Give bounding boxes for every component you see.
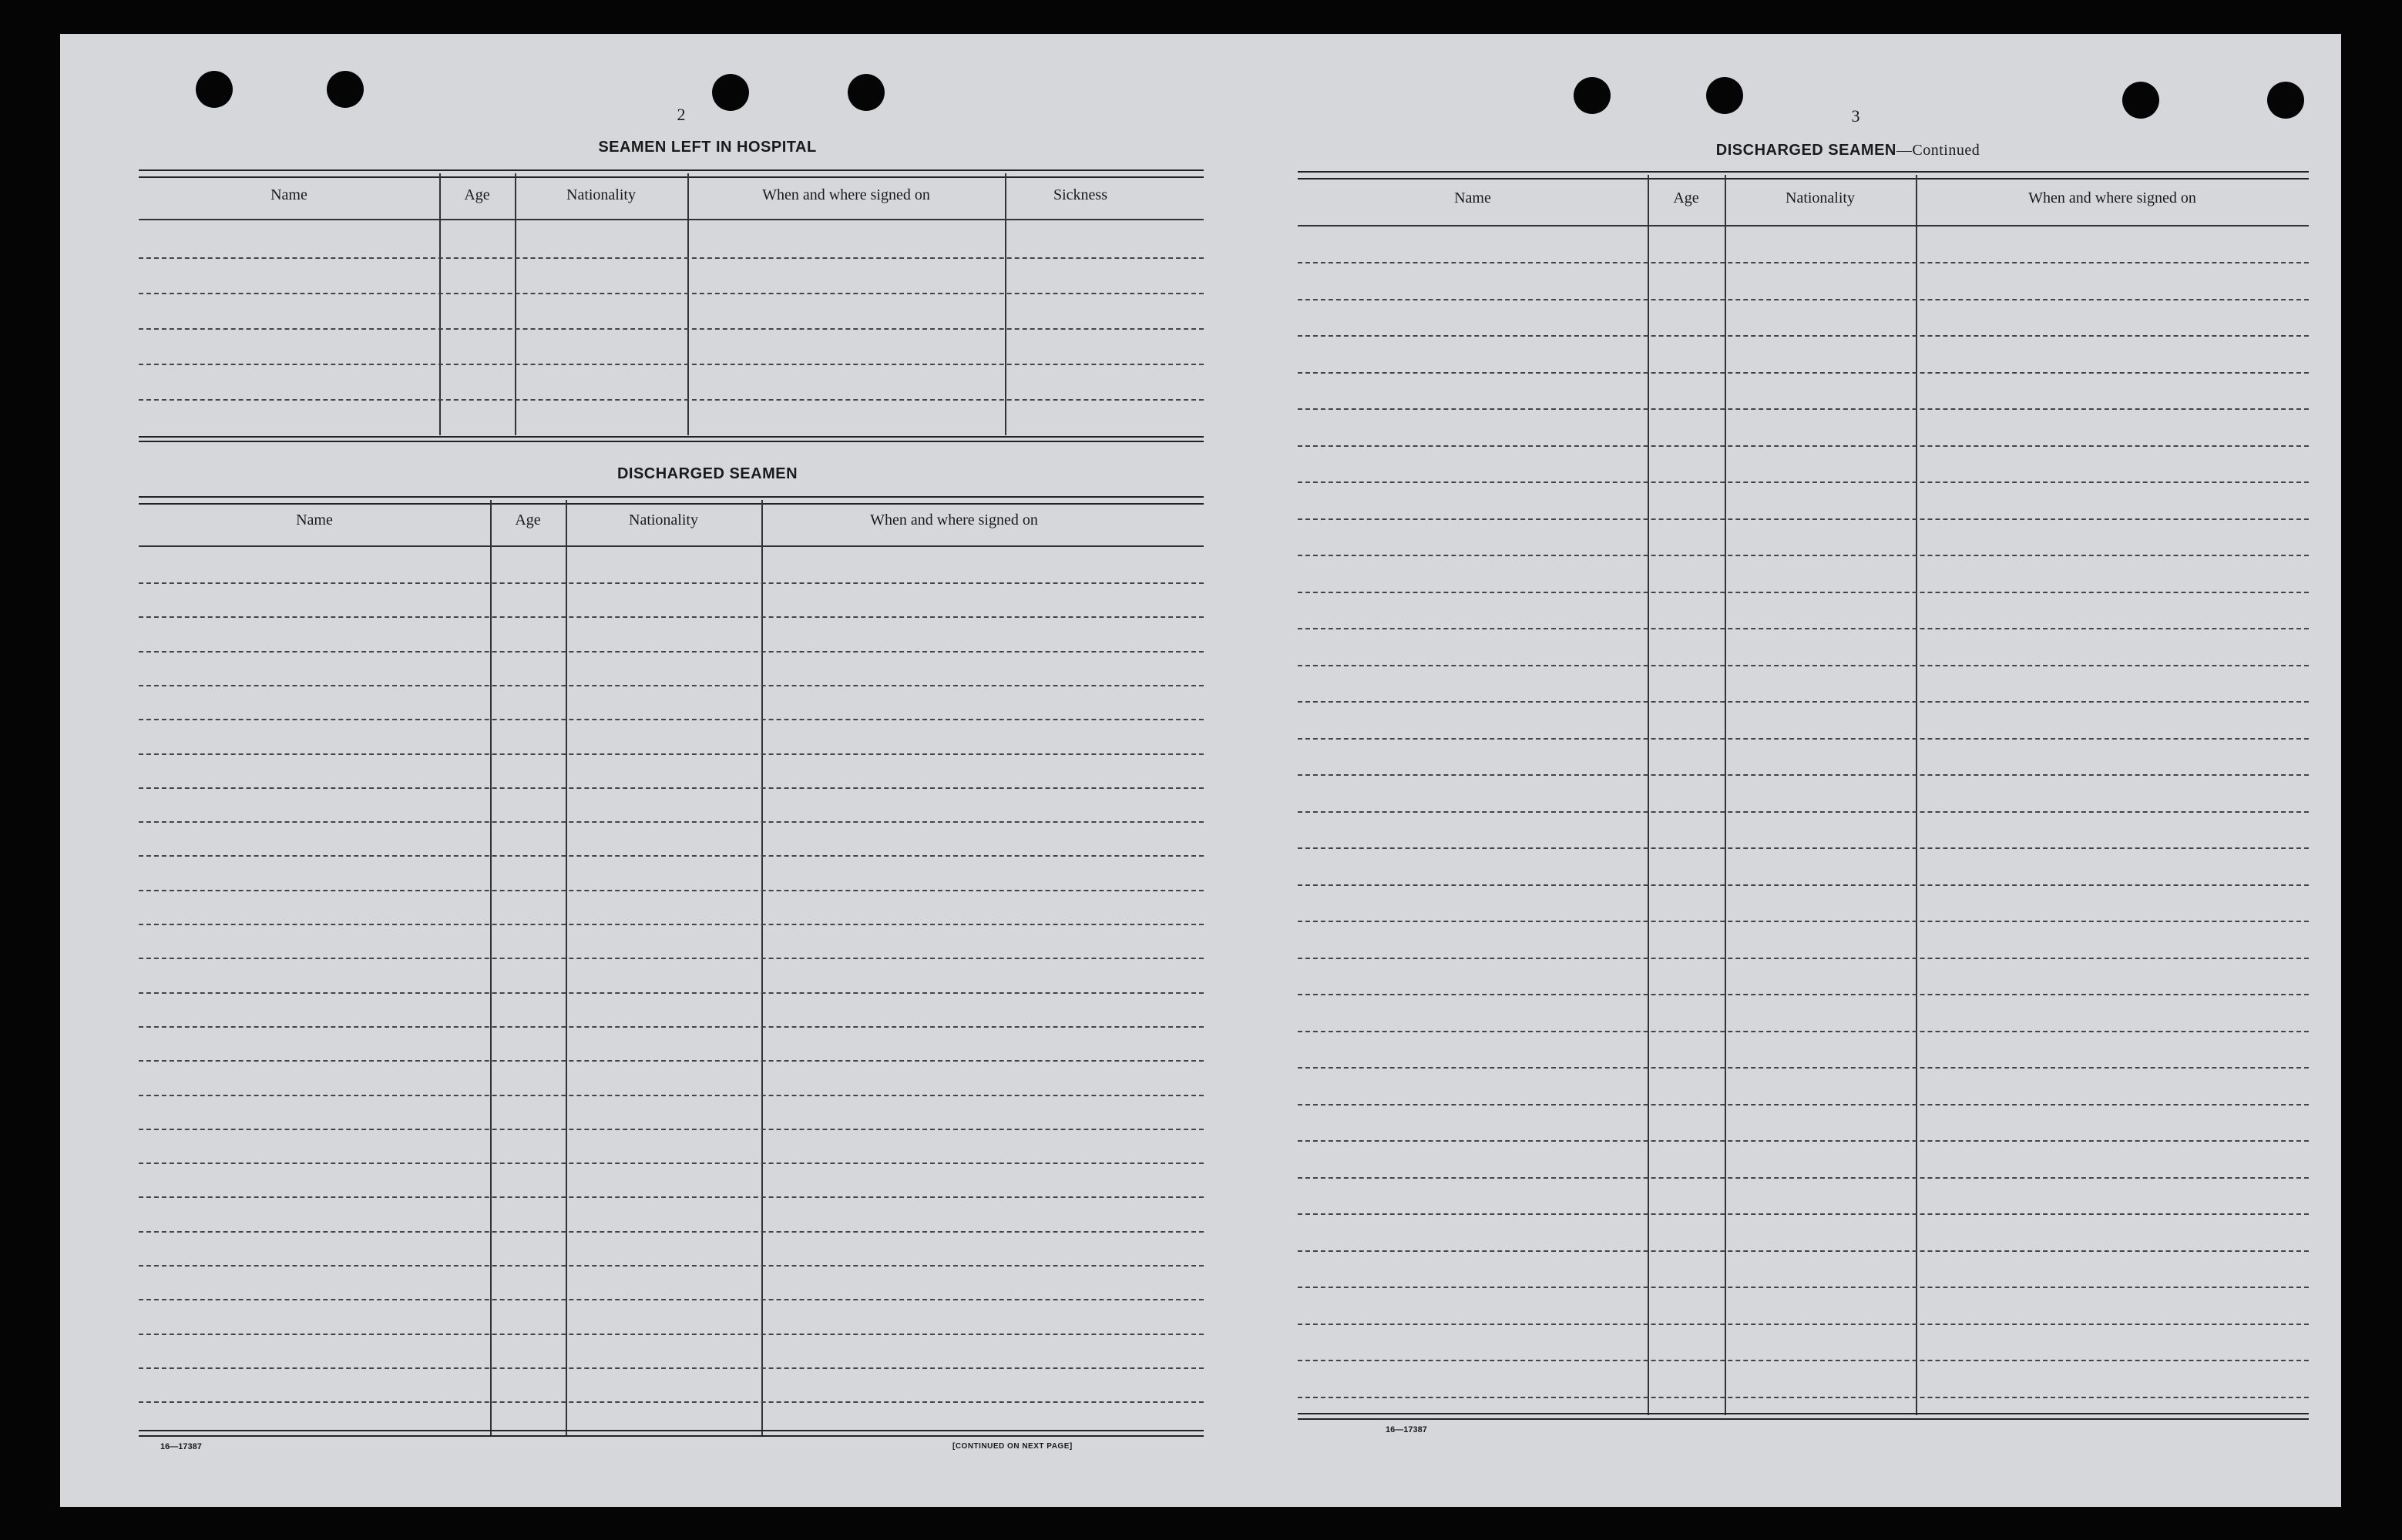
page-number: 2 [677, 105, 686, 124]
table-bottom-rule [1298, 1413, 2309, 1420]
row-line [139, 719, 1204, 720]
row-line [139, 293, 1204, 294]
column-divider [1725, 175, 1726, 1415]
column-divider [761, 500, 763, 1437]
row-line [1298, 262, 2309, 263]
punch-hole [1574, 77, 1611, 114]
row-line [1298, 811, 2309, 813]
row-line [139, 1196, 1204, 1198]
table-bottom-rule [139, 436, 1204, 442]
row-line [1298, 1250, 2309, 1252]
row-line [139, 1401, 1204, 1403]
row-line [1298, 628, 2309, 629]
row-line [1298, 921, 2309, 922]
punch-hole [327, 71, 364, 108]
column-divider [566, 500, 567, 1437]
discharged-continued-table [1298, 171, 2309, 1450]
column-header-age: Age [515, 512, 541, 528]
row-line [139, 1334, 1204, 1335]
row-line [139, 364, 1204, 365]
discharged-section-title: DISCHARGED SEAMEN [616, 465, 798, 482]
punch-hole [196, 71, 233, 108]
column-divider [490, 500, 492, 1437]
row-line [1298, 1397, 2309, 1398]
header-rule [1298, 225, 2309, 226]
row-line [1298, 518, 2309, 520]
row-line [1298, 1177, 2309, 1179]
punch-hole [2122, 82, 2159, 119]
table-top-rule [1298, 171, 2309, 179]
row-line [1298, 774, 2309, 776]
header-rule [139, 219, 1204, 220]
column-header-age: Age [464, 186, 490, 203]
row-line [1298, 372, 2309, 374]
row-line [139, 1367, 1204, 1369]
left-page [60, 34, 1208, 1507]
row-line [1298, 1067, 2309, 1069]
row-line [1298, 884, 2309, 886]
row-line [139, 328, 1204, 330]
row-line [139, 257, 1204, 259]
row-line [139, 821, 1204, 823]
punch-hole [848, 74, 885, 111]
hospital-table [139, 169, 1204, 478]
row-line [139, 685, 1204, 686]
row-line [139, 1265, 1204, 1267]
discharged-table [139, 496, 1204, 1459]
title-text: DISCHARGED SEAMEN [1715, 142, 1896, 159]
row-line [139, 787, 1204, 789]
row-line [1298, 847, 2309, 849]
column-divider [1916, 175, 1917, 1415]
right-page [1216, 34, 2341, 1507]
discharged-continued-title [1617, 142, 2079, 159]
row-line [1298, 299, 2309, 300]
row-line [1298, 665, 2309, 666]
column-header-signed-on: When and where signed on [870, 512, 1038, 528]
table-top-rule [139, 169, 1204, 178]
row-line [139, 1129, 1204, 1130]
row-line [1298, 1324, 2309, 1325]
column-divider [439, 173, 441, 435]
row-line [139, 924, 1204, 925]
column-header-nationality: Nationality [1786, 190, 1855, 206]
form-paper [60, 34, 2341, 1507]
punch-hole [2267, 82, 2304, 119]
column-header-nationality: Nationality [566, 186, 636, 203]
row-line [139, 958, 1204, 959]
form-code: 16—17387 [1386, 1425, 1427, 1434]
row-line [139, 992, 1204, 994]
row-line [1298, 994, 2309, 995]
row-line [139, 399, 1204, 401]
punch-hole [712, 74, 749, 111]
row-line [1298, 481, 2309, 483]
row-line [139, 1026, 1204, 1028]
row-line [139, 1299, 1204, 1300]
column-header-signed-on: When and where signed on [2028, 190, 2196, 206]
column-divider [1648, 175, 1649, 1415]
column-header-name: Name [296, 512, 333, 528]
row-line [1298, 1031, 2309, 1032]
row-line [1298, 1213, 2309, 1215]
hospital-section-title: SEAMEN LEFT IN HOSPITAL [598, 139, 817, 156]
page-number: 3 [1851, 106, 1860, 126]
row-line [1298, 408, 2309, 410]
column-header-age: Age [1673, 190, 1699, 206]
table-top-rule [139, 496, 1204, 505]
column-divider [515, 173, 516, 435]
column-divider [687, 173, 689, 435]
row-line [1298, 1360, 2309, 1361]
row-line [139, 651, 1204, 653]
row-line [1298, 738, 2309, 740]
row-line [1298, 592, 2309, 593]
row-line [139, 1060, 1204, 1062]
row-line [139, 616, 1204, 618]
continued-note: [CONTINUED ON NEXT PAGE] [952, 1442, 1073, 1451]
row-line [1298, 445, 2309, 447]
column-header-name: Name [1454, 190, 1491, 206]
column-divider [1005, 173, 1006, 435]
row-line [139, 890, 1204, 891]
row-line [1298, 1140, 2309, 1142]
column-header-name: Name [270, 186, 307, 203]
row-line [1298, 1287, 2309, 1288]
column-header-nationality: Nationality [629, 512, 698, 528]
punch-hole [1706, 77, 1743, 114]
header-rule [139, 545, 1204, 547]
title-suffix: —Continued [1896, 142, 1980, 159]
row-line [1298, 1104, 2309, 1106]
form-code: 16—17387 [160, 1442, 202, 1451]
row-line [139, 582, 1204, 584]
row-line [1298, 335, 2309, 337]
row-line [1298, 958, 2309, 959]
row-line [139, 855, 1204, 857]
column-header-signed-on: When and where signed on [762, 186, 930, 203]
row-line [139, 1095, 1204, 1096]
row-line [139, 753, 1204, 755]
row-line [1298, 701, 2309, 703]
row-line [1298, 555, 2309, 556]
row-line [139, 1231, 1204, 1233]
row-line [139, 1163, 1204, 1164]
table-bottom-rule [139, 1430, 1204, 1437]
column-header-sickness: Sickness [1053, 186, 1107, 203]
